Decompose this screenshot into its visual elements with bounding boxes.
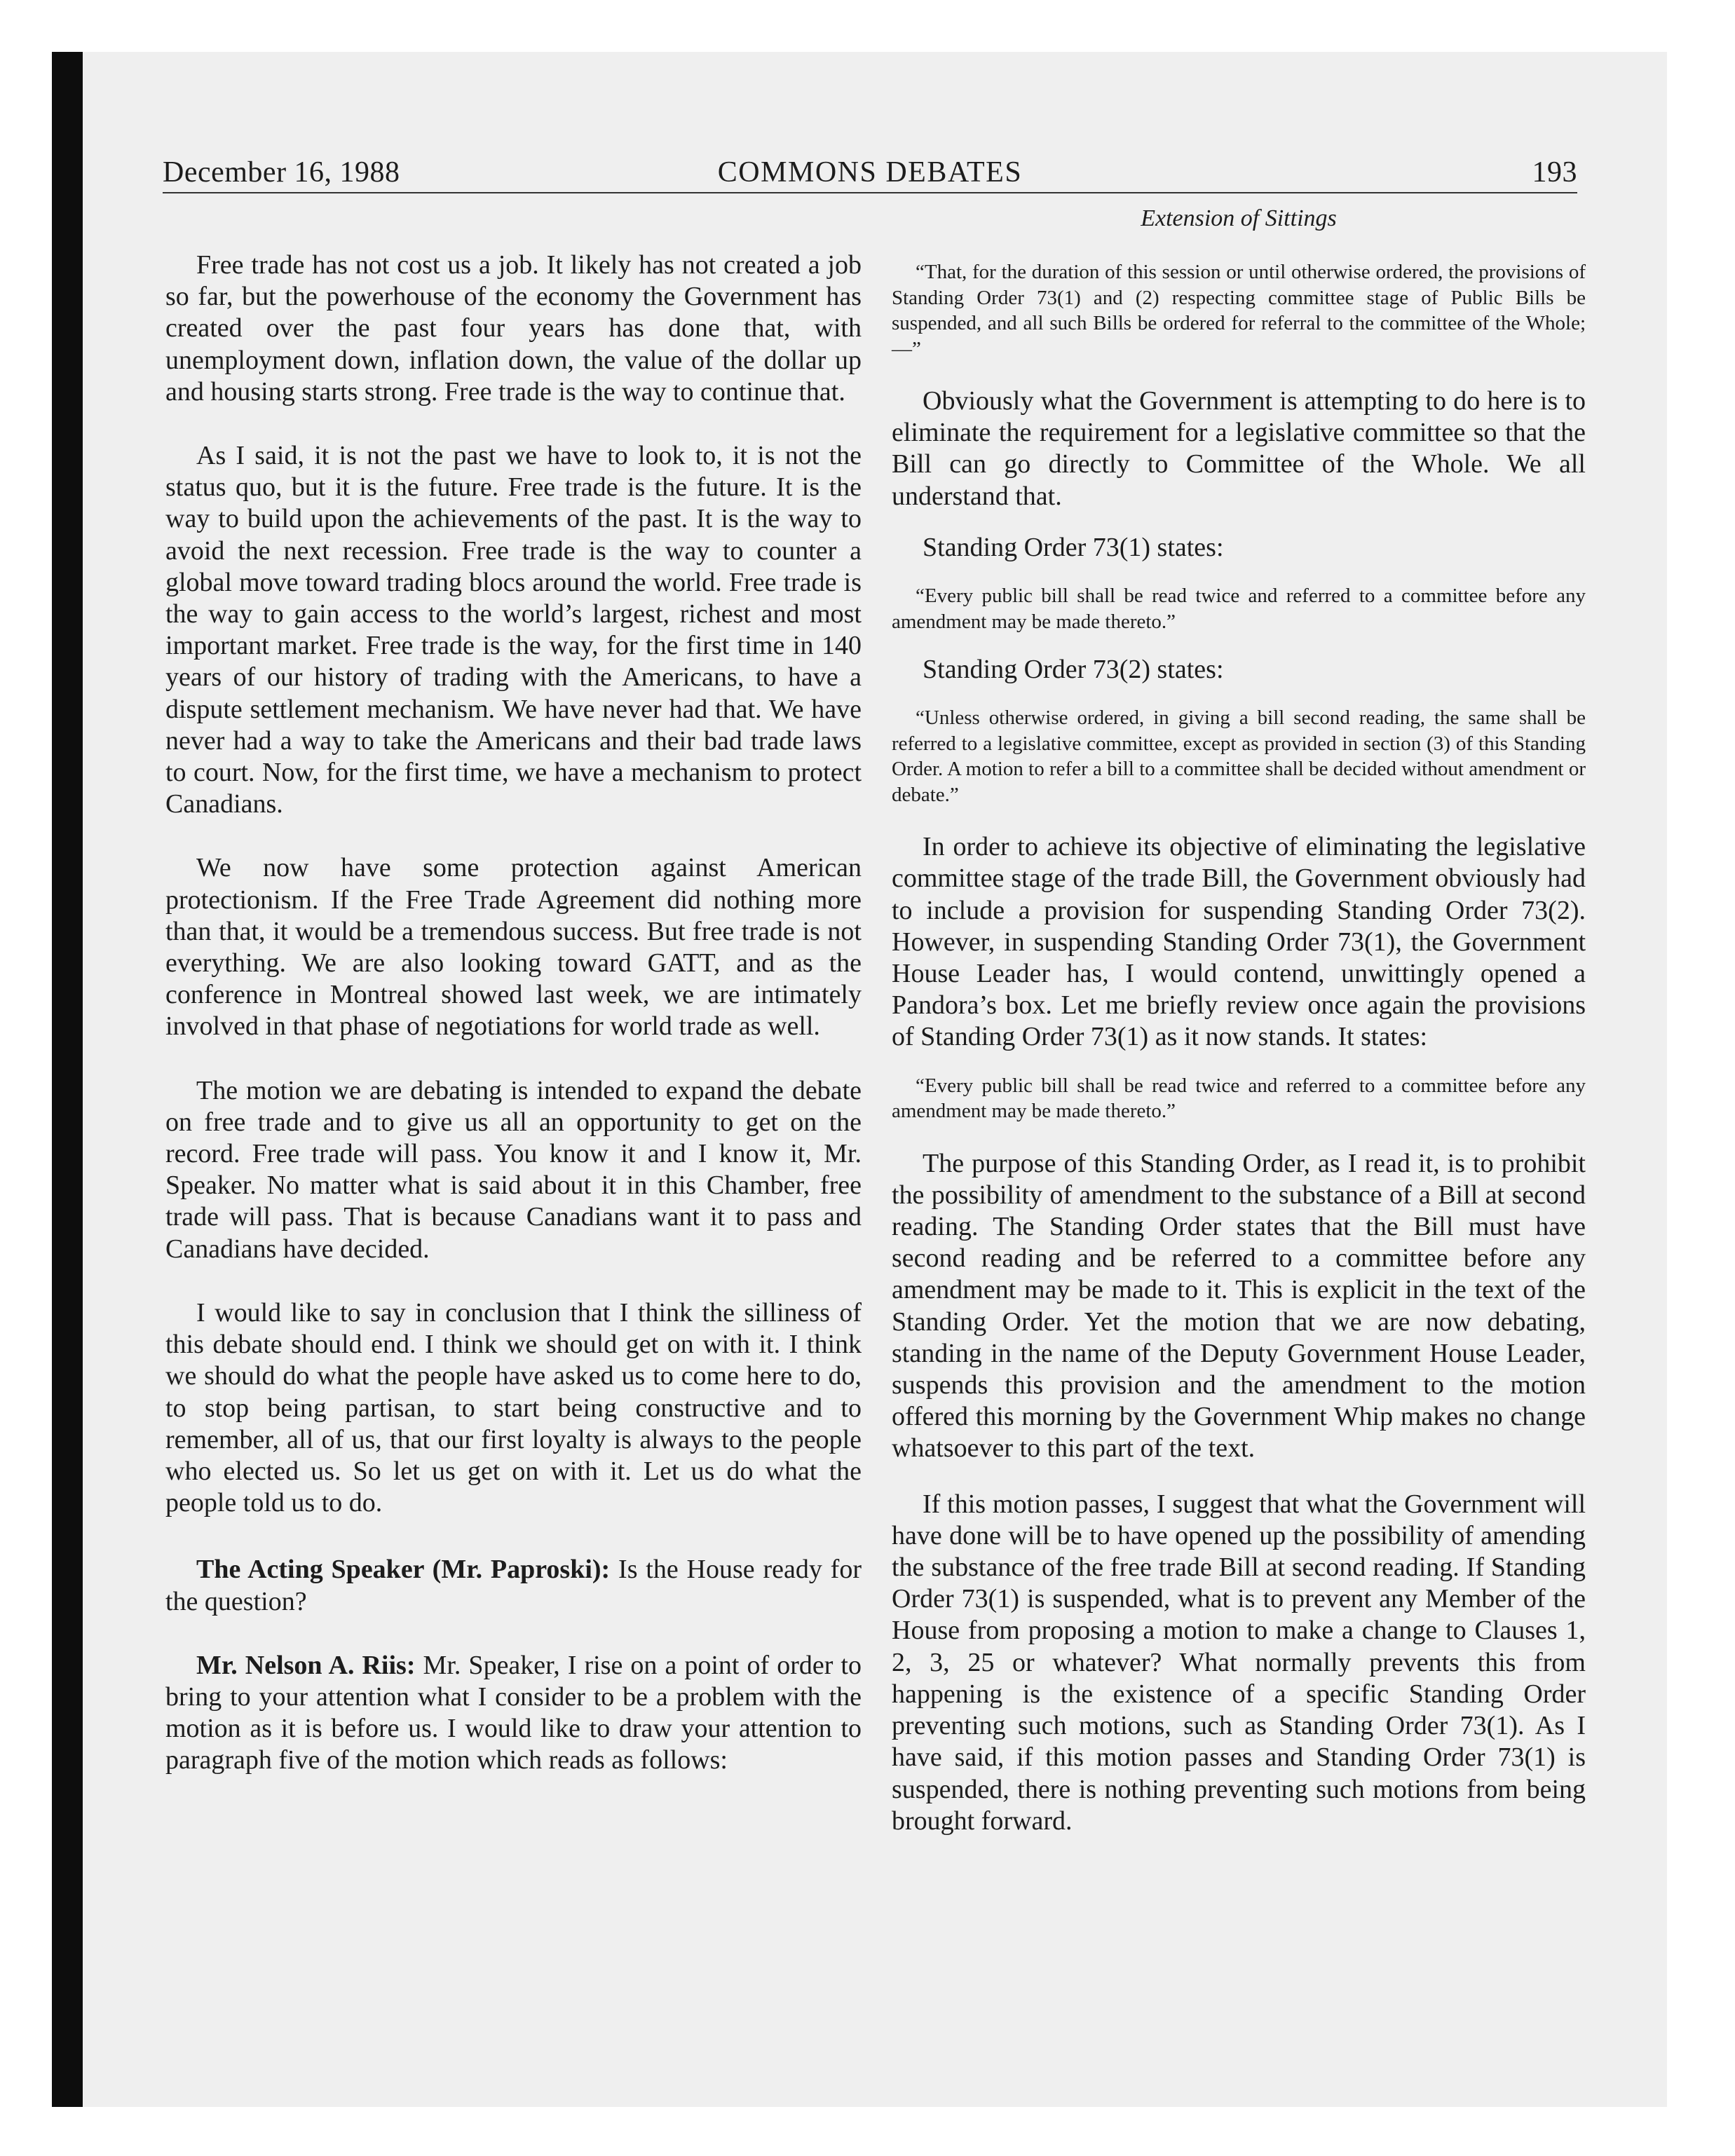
section-title: Extension of Sittings xyxy=(1141,205,1337,231)
quote-text: “That, for the duration of this session or until otherwise ordered, the provisions of Standing Order 73(1) and (2) respecting committee stage of Public Bills be suspended, and all such Bills be ordered for referral to the committee of the Whole;—” xyxy=(892,261,1586,360)
paragraph: Standing Order 73(2) states: xyxy=(923,655,1224,685)
quote-text: “Unless otherwise ordered, in giving a bill second reading, the same shall be referred to a legislative committee, except as provided in section (3) of this Standing Order. A motion to refer a bill to a committee shall be decided without amendment or debate.” xyxy=(892,707,1586,806)
speaker-paragraph xyxy=(165,1650,862,1777)
paragraph: If this motion passes, I suggest that what the Government will have done will be to have opened up the possibility of amending the substance of the free trade Bill at second reading. If Standing Order 73(1) is suspended, what is to prevent any Member of the House from proposing a motion to make a change to Clauses 1, 2, 3, 25 or whatever? What normally prevents this from happening is the existence of a specific Standing Order preventing such motions, such as Standing Order 73(1). As I have said, if this motion passes and Standing Order 73(1) is suspended, there is nothing preventing such motions from being brought forward. xyxy=(892,1489,1586,1836)
speaker-paragraph xyxy=(165,1554,862,1617)
speaker-text: Is the House ready for the question? xyxy=(165,1555,862,1616)
paragraph: We now have some protection against American protectionism. If the Free Trade Agreement did nothing more than that, it would be a tremendous success. But free trade is not everything. We are also looking toward GATT, and as the conference in Montreal showed last week, we are intimately involved in that phase of negotiations for world trade as well. xyxy=(165,853,862,1042)
binding-edge xyxy=(52,52,83,2107)
quotation xyxy=(892,705,1586,807)
quotation xyxy=(892,583,1586,634)
right-column xyxy=(892,200,1586,1837)
left-column xyxy=(165,200,862,1777)
speaker-text: Mr. Speaker, I rise on a point of order to bring to your attention what I consider to be a problem with the motion as it is before us. I would like to draw your attention to paragraph five of the motion which reads as follows: xyxy=(165,1650,862,1775)
paragraph: In order to achieve its objective of eliminating the legislative committee stage of the trade Bill, the Government obviously had to include a provision for suspending Standing Order 73(2). However, in suspending Standing Order 73(1), the Government House Leader has, I would contend, unwittingly opened a Pandora’s box. Let me briefly review once again the provisions of Standing Order 73(1) as it now stands. It states: xyxy=(892,832,1586,1052)
paragraph: The motion we are debating is intended to expand the debate on free trade and to give us all an opportunity to get on the record. Free trade will pass. You know it and I know it, Mr. Speaker. No matter what is said about it in this Chamber, free trade will pass. That is because Canadians want it to pass and Canadians have decided. xyxy=(165,1075,862,1264)
paragraph: I would like to say in conclusion that I think the silliness of this debate should end. I think we should get on with it. I think we should do what the people have asked us to come here to do, to stop being partisan, to start being constructive and to remember, all of us, that our first loyalty is always to the people who elected us. So let us get on with it. Let us do what the people told us to do. xyxy=(165,1297,862,1518)
header-date: December 16, 1988 xyxy=(163,156,400,189)
paragraph: Standing Order 73(1) states: xyxy=(923,532,1224,562)
speaker-name: Mr. Nelson A. Riis: xyxy=(196,1650,416,1680)
speaker-name: The Acting Speaker (Mr. Paproski): xyxy=(196,1555,611,1585)
quotation xyxy=(892,1073,1586,1124)
quote-text: “Every public bill shall be read twice and referred to a committee before any amendment may be made thereto.” xyxy=(892,585,1586,633)
page-header xyxy=(163,153,1577,193)
quotation xyxy=(892,259,1586,362)
paragraph: Obviously what the Government is attempting to do here is to eliminate the requirement for a legislative committee so that the Bill can go directly to Committee of the Whole. We all understand that. xyxy=(892,386,1586,511)
paragraph: Free trade has not cost us a job. It likely has not created a job so far, but the powerhouse of the economy the Government has created over the past four years has done that, with unemployment down, inflation down, the value of the dollar up and housing starts strong. Free trade is the way to continue that. xyxy=(165,250,862,407)
quote-text: “Every public bill shall be read twice and referred to a committee before any amendment may be made thereto.” xyxy=(892,1074,1586,1123)
paragraph: As I said, it is not the past we have to look to, it is not the status quo, but it is the future. Free trade is the future. It is the way to build upon the achievements of the past. It is the way to avoid the next recession. Free trade is the way to counter a global move toward trading blocs around the world. Free trade is the way to gain access to the world’s largest, richest and most important market. Free trade is the way, for the first time in 140 years of our history of trading with the Americans, to have a dispute settlement mechanism. We have never had that. We have never had a way to take the Americans and their bad trade laws to court. Now, for the first time, we have a mechanism to protect Canadians. xyxy=(165,441,862,819)
page-number: 193 xyxy=(1532,156,1577,189)
header-publication: COMMONS DEBATES xyxy=(717,156,1023,189)
paragraph: The purpose of this Standing Order, as I read it, is to prohibit the possibility of amendment to the substance of a Bill at second reading. The Standing Order states that the Bill must have second reading and be referred to a committee before any amendment may be made to it. This is explicit in the text of the Standing Order. Yet the motion that we are now debating, standing in the name of the Deputy Government House Leader, suspends this provision and the amendment to the motion offered this morning by the Government Whip makes no change whatsoever to this part of the text. xyxy=(892,1148,1586,1464)
